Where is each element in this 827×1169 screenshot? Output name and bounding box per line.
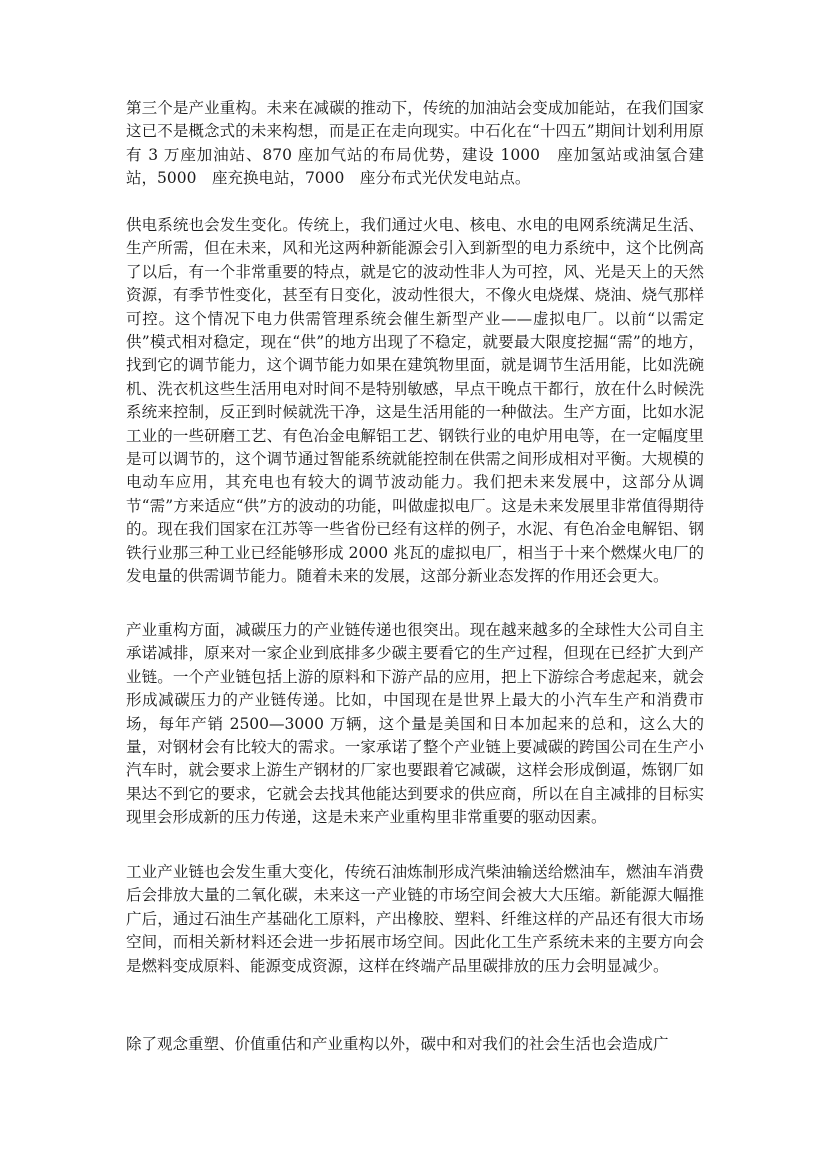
paragraph-power-supply-system: 供电系统也会发生变化。传统上，我们通过火电、核电、水电的电网系统满足生活、生产所需，但在未来，风和光这两种新能源会引入到新型的电力系统中，这个比例高了以后，有一个非常重要的特点，就是它的波动性非人为可控，风、光是天上的天然资源，有季节性变化，甚至有日变化，波动性很大，不像火电烧煤、烧油、烧气那样可控。这个情况下电力供需管理系统会催生新型产业——虚拟电厂。以前“以需定供”模式相对稳定，现在“供”的地方出现了不稳定，就要最大限度挖掘“需”的地方，找到它的调节能力，这个调节能力如果在建筑物里面，就是调节生活用能，比如洗碗机、洗衣机这些生活用电对时间不是特别敏感，早点干晚点干都行，放在什么时候洗系统来控制，反正到时候就洗干净，这是生活用能的一种做法。生产方面，比如水泥工业的一些研磨工艺、有色冶金电解铝工艺、钢铁行业的电炉用电等，在一定幅度里是可以调节的，这个调节通过智能系统就能控制在供需之间形成相对平衡。大规模的电动车应用，其充电也有较大的调节波动能力。我们把未来发展中，这部分从调节“需”方来适应“供”方的波动的功能，叫做虚拟电厂。这是未来发展里非常值得期待的。现在我们国家在江苏等一些省份已经有这样的例子，水泥、有色冶金电解铝、钢铁行业那三种工业已经能够形成 2000 兆瓦的虚拟电厂，相当于十来个燃煤火电厂的发电量的供需调节能力。随着未来的发展，这部分新业态发挥的作用还会更大。 (126, 216, 704, 586)
paragraph-social-life: 除了观念重塑、价值重估和产业重构以外，碳中和对我们的社会生活也会造成广 (126, 1035, 669, 1053)
paragraph-industry-restructuring: 第三个是产业重构。未来在减碳的推动下，传统的加油站会变成加能站，在我们国家这已不是概念式的未来构想，而是正在走向现实。中石化在“十四五”期间计划利用原有 3 万座加油站、870 座加气站的布局优势，建设 1000 座加氢站或油氢合建站，5000 座充换电站，7000 座分布式光伏发电站点。 (126, 99, 704, 188)
paragraph-industrial-chain-change: 工业产业链也会发生重大变化，传统石油炼制形成汽柴油输送给燃油车，燃油车消费后会排放大量的二氧化碳，未来这一产业链的市场空间会被大大压缩。新能源大幅推广后，通过石油生产基础化工原料，产出橡胶、塑料、纤维这样的产品还有很大市场空间，而相关新材料还会进一步拓展市场空间。因此化工生产系统未来的主要方向会是燃料变成原料、能源变成资源，这样在终端产品里碳排放的压力会明显减少。 (126, 863, 704, 975)
paragraph-industry-chain-pressure: 产业重构方面，减碳压力的产业链传递也很突出。现在越来越多的全球性大公司自主承诺减排，原来对一家企业到底排多少碳主要看它的生产过程，但现在已经扩大到产业链。一个产业链包括上游的原料和下游产品的应用，把上下游综合考虑起来，就会形成减碳压力的产业链传递。比如，中国现在是世界上最大的小汽车生产和消费市场，每年产销 2500—3000 万辆，这个量是美国和日本加起来的总和，这么大的量，对钢材会有比较大的需求。一家承诺了整个产业链上要减碳的跨国公司在生产小汽车时，就会要求上游生产钢材的厂家也要跟着它减碳，这样会形成倒逼，炼钢厂如果达不到它的要求，它就会去找其他能达到要求的供应商，所以在自主减排的目标实现里会形成新的压力传递，这是未来产业重构里非常重要的驱动因素。 (126, 621, 704, 827)
